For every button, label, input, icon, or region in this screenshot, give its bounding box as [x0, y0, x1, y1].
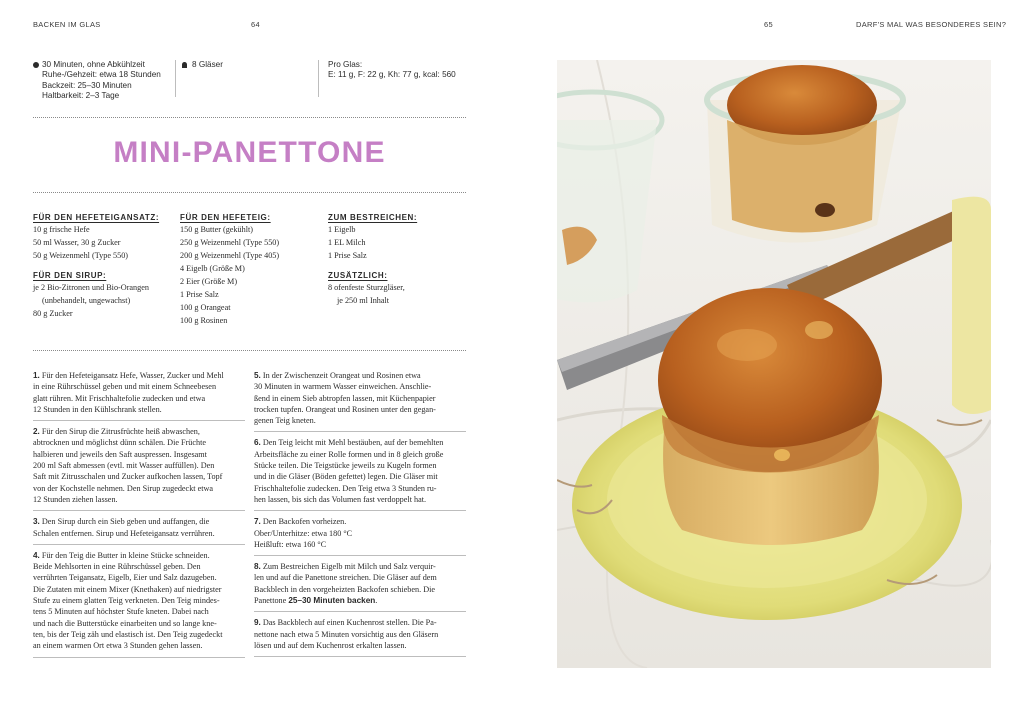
- ingredient-item: 4 Eigelb (Größe M): [180, 264, 245, 273]
- step-7: [254, 516, 466, 550]
- servings-text: 8 Gläser: [192, 60, 223, 69]
- step-text: verrührten Teigansatz, Eigelb, Eier und Salz dazugeben.: [33, 573, 217, 583]
- ingredient-item: 8 ofenfeste Sturzgläser,: [328, 283, 405, 292]
- step-text: 12 Stunden in den Kühlschrank stellen.: [33, 404, 162, 414]
- step-text: Für den Sirup die Zitrusfrüchte heiß abwaschen,: [41, 427, 200, 437]
- step-3: [33, 516, 245, 539]
- ingredient-heading: ZUM BESTREICHEN:: [328, 213, 418, 222]
- step-text: .: [375, 596, 378, 606]
- step-bold-text: 25–30 Minuten backen: [288, 596, 376, 606]
- step-text: halbieren und jeweils den Saft auspressen. Insgesamt: [33, 449, 207, 459]
- ingredient-heading: ZUSÄTZLICH:: [328, 271, 388, 280]
- nutrition-values: E: 11 g, F: 22 g, Kh: 77 g, kcal: 560: [328, 70, 456, 80]
- step-separator: [33, 544, 245, 545]
- step-text: Saft mit Zitrusschalen und Zucker aufkochen lassen, Topf: [33, 472, 223, 482]
- step-text: 30 Minuten in warmem Wasser einweichen. Anschlie-: [254, 382, 432, 392]
- step-text: Die Zutaten mit einem Mixer (Knethaken) auf niedrigster: [33, 584, 222, 594]
- ingredient-item: je 2 Bio-Zitronen und Bio-Orangen: [33, 283, 149, 292]
- nutrition-label: Pro Glas:: [328, 60, 363, 69]
- panettone-photo-illustration: [557, 60, 991, 668]
- step-1: [33, 370, 245, 415]
- step-text: an einem warmen Ort etwa 3 Stunden gehen lassen.: [33, 641, 203, 651]
- ingredient-item: 150 g Butter (gekühlt): [180, 225, 253, 234]
- step-text: ßend in einem Sieb abtropfen lassen, mit Küchenpapier: [254, 393, 436, 403]
- ingredient-item: 100 g Orangeat: [180, 303, 231, 312]
- ingredient-item: 10 g frische Hefe: [33, 225, 90, 234]
- step-text: Stufe zu einem glatten Teig verkneten. Den Teig mindes-: [33, 596, 220, 606]
- step-text: ten, bis der Teig zäh und elastisch ist. Den Teig zugedeckt: [33, 629, 223, 639]
- step-text: In der Zwischenzeit Orangeat und Rosinen etwa: [262, 371, 421, 380]
- dotted-divider: [33, 117, 466, 118]
- step-text: Den Backofen vorheizen.: [262, 517, 347, 527]
- step-2: [33, 426, 245, 505]
- step-text: Stücke teilen. Die Teigstücke jeweils zu Kugeln formen: [254, 461, 437, 471]
- step-text: Heißluft: etwa 160 °C: [254, 539, 327, 549]
- step-text: 200 ml Saft abmessen (evtl. mit Wasser auffüllen). Den: [33, 461, 215, 471]
- ingredient-item: 100 g Rosinen: [180, 316, 228, 325]
- ingredient-item: (unbehandelt, ungewachst): [42, 296, 131, 305]
- step-5: [254, 370, 466, 426]
- step-8: [254, 561, 466, 606]
- ingredient-item: 1 Prise Salz: [328, 251, 367, 260]
- time-line: Backzeit: 25–30 Minuten: [42, 80, 132, 90]
- step-number: 9.: [254, 618, 261, 628]
- ingredient-item: je 250 ml Inhalt: [337, 296, 390, 305]
- step-text: Frischhaltefolie zudecken. Den Teig etwa 3 Stunden ru-: [254, 483, 437, 493]
- ingredients-col-1: [33, 213, 175, 320]
- step-text: tens 5 Minuten auf höchster Stufe kneten. Dabei nach: [33, 607, 209, 617]
- ingredient-item: 1 EL Milch: [328, 238, 366, 247]
- dotted-divider: [33, 192, 466, 193]
- step-6: [254, 437, 466, 505]
- ingredient-item: 1 Prise Salz: [180, 290, 219, 299]
- step-text: Für den Hefeteigansatz Hefe, Wasser, Zucker und Mehl: [41, 371, 224, 380]
- step-number: 4.: [33, 550, 40, 560]
- time-line: Ruhe-/Gehzeit: etwa 18 Stunden: [42, 70, 161, 80]
- recipe-title: MINI-PANETTONE: [113, 136, 386, 169]
- step-text: Arbeitsfläche zu einer Rolle formen und in 8 gleich große: [254, 449, 444, 459]
- steps-col-left: [33, 370, 245, 658]
- step-text: Beide Mehlsorten in eine Rührschüssel geben. Den: [33, 562, 201, 572]
- step-text: in eine Rührschüssel geben und mit einem Schneebesen: [33, 382, 217, 392]
- step-separator: [254, 555, 466, 556]
- step-text: Panettone: [254, 596, 289, 606]
- step-separator: [33, 657, 245, 658]
- step-separator: [254, 611, 466, 612]
- step-number: 3.: [33, 517, 40, 527]
- step-text: und nach die Butterstücke einarbeiten und so lange kne-: [33, 618, 217, 628]
- running-title-right: DARF'S MAL WAS BESONDERES SEIN?: [856, 20, 1007, 29]
- ingredient-item: 50 g Weizenmehl (Type 550): [33, 251, 129, 260]
- time-line: 30 Minuten, ohne Abkühlzeit: [42, 60, 145, 69]
- step-number: 1.: [33, 371, 40, 380]
- step-separator: [254, 656, 466, 657]
- step-text: lösen und auf dem Kuchenrost erkalten lassen.: [254, 640, 407, 650]
- step-text: len und auf die Panettone streichen. Die Gläser auf dem: [254, 573, 437, 583]
- page-number-right: 65: [764, 20, 773, 29]
- meta-divider: [175, 60, 176, 97]
- ingredient-item: 250 g Weizenmehl (Type 550): [180, 238, 280, 247]
- time-line: Haltbarkeit: 2–3 Tage: [42, 91, 120, 101]
- step-text: trocken tupfen. Orangeat und Rosinen unter den gegan-: [254, 404, 436, 414]
- step-text: Den Teig leicht mit Mehl bestäuben, auf der bemehlten: [262, 438, 444, 448]
- panettone-photo: [557, 60, 991, 668]
- servings-icon: [182, 62, 187, 68]
- time-info: [33, 60, 173, 102]
- step-text: und in die Gläser (Böden gefettet) legen. Die Gläser mit: [254, 472, 438, 482]
- dotted-divider: [33, 350, 466, 351]
- ingredient-heading: FÜR DEN HEFETEIGANSATZ:: [33, 213, 160, 222]
- step-number: 5.: [254, 371, 261, 380]
- step-text: von der Kochstelle nehmen. Den Sirup zugedeckt etwa: [33, 483, 214, 493]
- step-number: 6.: [254, 438, 261, 448]
- clock-icon: [33, 62, 39, 68]
- page-number-left: 64: [251, 20, 260, 29]
- ingredient-heading: FÜR DEN HEFETEIG:: [180, 213, 271, 222]
- step-9: [254, 617, 466, 651]
- servings-info: [182, 60, 223, 70]
- step-text: nettone nach etwa 5 Minuten vorsichtig aus den Gläsern: [254, 629, 439, 639]
- step-separator: [33, 420, 245, 421]
- ingredient-heading: FÜR DEN SIRUP:: [33, 271, 107, 280]
- step-text: Zum Bestreichen Eigelb mit Milch und Salz verquir-: [262, 562, 436, 572]
- step-text: hen lassen, bis sich das Volumen fast verdoppelt hat.: [254, 494, 427, 504]
- step-text: Ober/Unterhitze: etwa 180 °C: [254, 528, 353, 538]
- step-text: genen Teig kneten.: [254, 416, 316, 426]
- steps-col-right: [254, 370, 466, 657]
- step-4: [33, 550, 245, 652]
- ingredients-col-3: [328, 213, 468, 307]
- step-separator: [254, 510, 466, 511]
- step-number: 2.: [33, 427, 40, 437]
- nutrition-info: [328, 60, 456, 81]
- step-text: Schalen entfernen. Sirup und Hefeteigansatz verrühren.: [33, 528, 215, 538]
- step-separator: [33, 510, 245, 511]
- step-text: Den Sirup durch ein Sieb geben und auffangen, die: [41, 517, 210, 527]
- step-number: 8.: [254, 562, 261, 572]
- ingredient-item: 80 g Zucker: [33, 309, 73, 318]
- meta-divider: [318, 60, 319, 97]
- ingredient-item: 200 g Weizenmehl (Type 405): [180, 251, 280, 260]
- step-text: glatt rühren. Mit Frischhaltefolie zudecken und etwa: [33, 393, 206, 403]
- step-number: 7.: [254, 517, 261, 527]
- ingredient-item: 50 ml Wasser, 30 g Zucker: [33, 238, 121, 247]
- step-text: Backblech in den vorgeheizten Backofen schieben. Die: [254, 584, 436, 594]
- ingredient-item: 1 Eigelb: [328, 225, 356, 234]
- ingredients-col-2: [180, 213, 320, 327]
- step-separator: [254, 431, 466, 432]
- step-text: abtrocknen und möglichst dünn schälen. Die Früchte: [33, 438, 207, 448]
- step-text: 12 Stunden ziehen lassen.: [33, 494, 118, 504]
- step-text: Für den Teig die Butter in kleine Stücke schneiden.: [41, 550, 210, 560]
- ingredient-item: 2 Eier (Größe M): [180, 277, 238, 286]
- running-title-left: BACKEN IM GLAS: [33, 20, 101, 29]
- step-text: Das Backblech auf einen Kuchenrost stellen. Die Pa-: [262, 618, 437, 628]
